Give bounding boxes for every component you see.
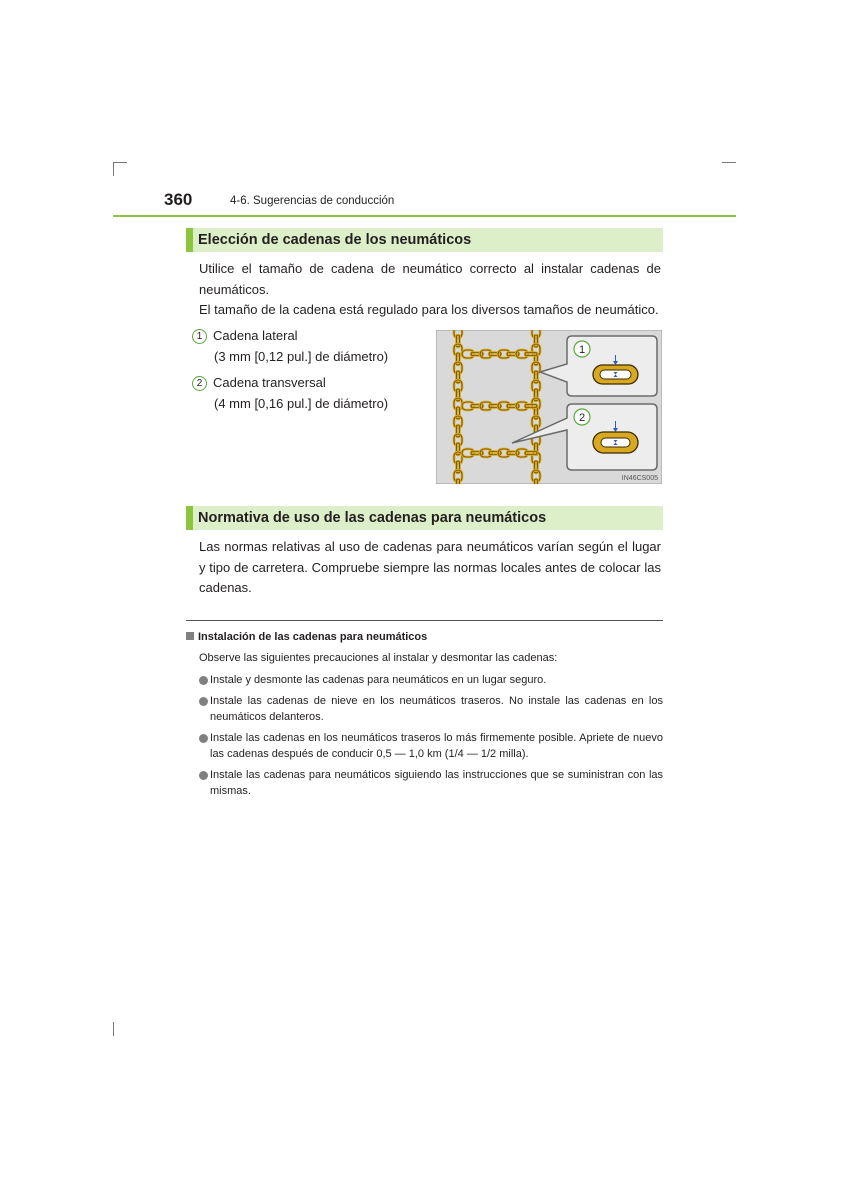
bullet-dot-icon (199, 734, 208, 743)
section1-paragraph-1: Utilice el tamaño de cadena de neumático correcto al instalar cadenas de neumáticos. (199, 261, 661, 297)
crop-mark-top-left-h (113, 162, 127, 163)
item-label: Cadena transversal (213, 375, 326, 390)
section1-body (199, 259, 661, 321)
tire-chain-illustration (436, 330, 662, 484)
crop-mark-bottom-left-v (113, 1022, 114, 1036)
bullet-dot-icon (199, 676, 208, 685)
section-heading-chain-regulations: Normativa de uso de las cadenas para neumáticos (186, 506, 663, 530)
note-heading (186, 631, 427, 643)
note-divider (186, 620, 663, 621)
header-rule (113, 215, 736, 217)
number-circle-1: 1 (192, 329, 207, 344)
bullet-dot-icon (199, 771, 208, 780)
bullet-text: Instale las cadenas en los neumáticos traseros lo más firmemente posible. Apriete de nuevo las cadenas después de conducir 0,5 — 1,0 km (1/4 — 1/2 milla). (210, 732, 663, 760)
crop-mark-top-left-v (113, 162, 114, 176)
page-number: 360 (164, 190, 193, 209)
bullet-text: Instale las cadenas para neumáticos siguiendo las instrucciones que se suministran con las mismas. (210, 769, 663, 797)
tire-chain-svg (436, 330, 662, 484)
crop-mark-top-right-h (722, 162, 736, 163)
bullet-item (199, 672, 663, 688)
number-circle-2: 2 (192, 376, 207, 391)
callout-number-1: 1 (578, 344, 586, 356)
item-label: Cadena lateral (213, 328, 298, 343)
bullet-item (199, 767, 663, 799)
bullet-text: Instale las cadenas de nieve en los neumáticos traseros. No instale las cadenas en los neumáticos delanteros. (210, 695, 663, 723)
section2-body (199, 537, 661, 599)
item-detail: (3 mm [0,12 pul.] de diámetro) (214, 348, 389, 364)
section-heading-chain-selection: Elección de cadenas de los neumáticos (186, 228, 663, 252)
callout-number-2: 2 (578, 412, 586, 424)
list-item-side-chain (192, 326, 388, 367)
note-title: Instalación de las cadenas para neumáticos (198, 631, 428, 643)
bullet-text: Instale y desmonte las cadenas para neumáticos en un lugar seguro. (210, 674, 547, 686)
section2-paragraph: Las normas relativas al uso de cadenas para neumáticos varían según el lugar y tipo de carretera. Compruebe siempre las normas locales antes de colocar las cadenas. (199, 539, 661, 595)
bullet-dot-icon (199, 697, 208, 706)
chapter-title: 4-6. Sugerencias de conducción (230, 195, 395, 207)
note-intro: Observe las siguientes precauciones al instalar y desmontar las cadenas: (199, 652, 558, 664)
bullet-item (199, 730, 663, 762)
item-detail: (4 mm [0,16 pul.] de diámetro) (214, 395, 389, 411)
figure-code: IN46CS005 (621, 475, 658, 482)
section1-paragraph-2: El tamaño de la cadena está regulado para los diversos tamaños de neumático. (199, 302, 659, 317)
bullet-item (199, 693, 663, 725)
note-bullet-list (199, 672, 663, 804)
list-item-cross-chain (192, 373, 388, 414)
square-bullet-icon (186, 632, 194, 640)
